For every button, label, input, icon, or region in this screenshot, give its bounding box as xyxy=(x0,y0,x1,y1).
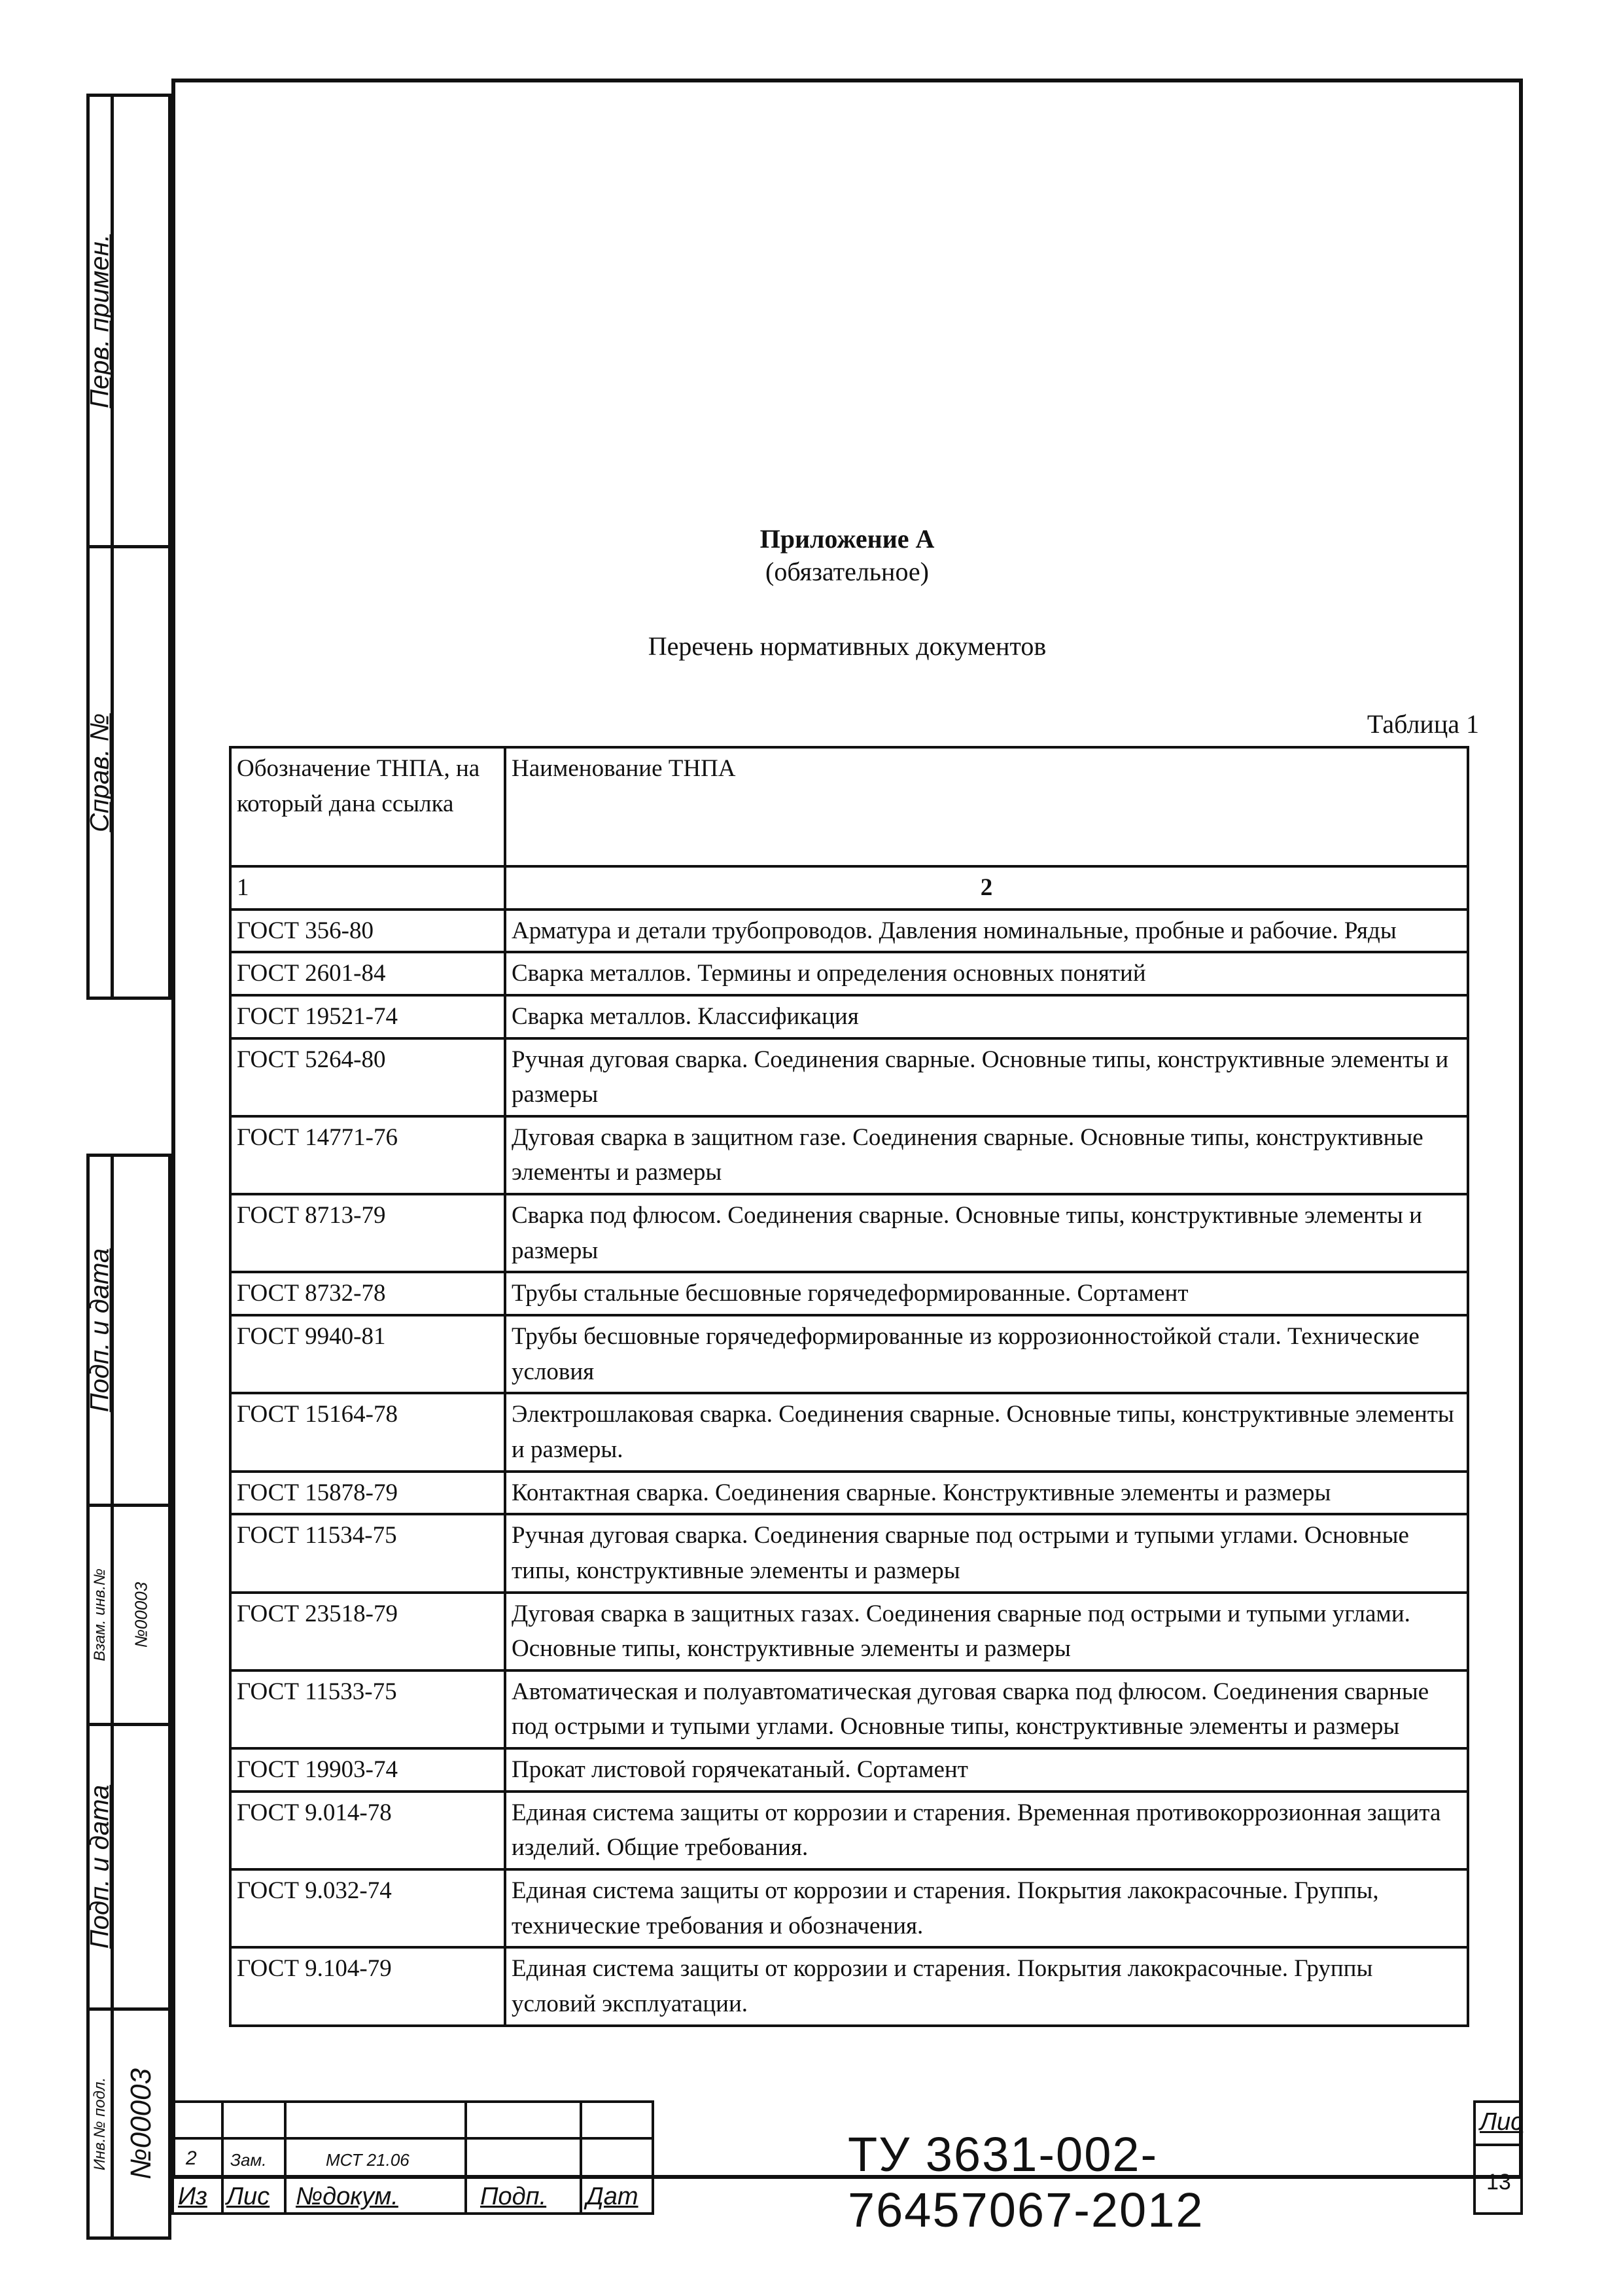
gost-code: ГОСТ 9.032-74 xyxy=(230,1869,505,1947)
gost-name: Арматура и детали трубопроводов. Давления номинальные, пробные и рабочие. Ряды xyxy=(505,910,1468,953)
gost-code: ГОСТ 8732-78 xyxy=(230,1272,505,1315)
table-row xyxy=(230,910,1468,953)
table-row xyxy=(230,1514,1468,1592)
gost-code: ГОСТ 9.014-78 xyxy=(230,1792,505,1869)
gost-name: Единая система защиты от коррозии и старения. Покрытия лакокрасочные. Группы, технические требования и обозначения. xyxy=(505,1869,1468,1947)
strip-vzam-inv xyxy=(86,1504,114,1726)
rev-sheet: Зам. xyxy=(221,2137,287,2178)
gost-code: ГОСТ 9940-81 xyxy=(230,1315,505,1393)
strip-sprav-no-value xyxy=(111,545,171,1000)
table-row xyxy=(230,952,1468,995)
gost-code: ГОСТ 15878-79 xyxy=(230,1472,505,1515)
gost-code: ГОСТ 2601-84 xyxy=(230,952,505,995)
list-title: Перечень нормативных документов xyxy=(648,631,1047,661)
strip-sprav-no xyxy=(86,545,114,1000)
gost-name: Ручная дуговая сварка. Соединения сварные под острыми и тупыми углами. Основные типы, конструктивные элементы и размеры xyxy=(505,1514,1468,1592)
gost-code: ГОСТ 11533-75 xyxy=(230,1670,505,1748)
col2-header: Наименование ТНПА xyxy=(505,747,1468,866)
strip-podp-top xyxy=(86,1154,114,1507)
side-strip xyxy=(86,94,171,2240)
gost-name: Электрошлаковая сварка. Соединения сварные. Основные типы, конструктивные элементы и размеры. xyxy=(505,1393,1468,1471)
podp-data-top-label: Подп. и дата xyxy=(85,1248,114,1413)
gost-code: ГОСТ 19521-74 xyxy=(230,995,505,1038)
table-row xyxy=(230,1472,1468,1515)
gost-code: ГОСТ 23518-79 xyxy=(230,1593,505,1670)
doc-number-cell xyxy=(652,2100,1393,2237)
table-row xyxy=(230,1869,1468,1947)
title-block xyxy=(171,2100,1524,2237)
rev-date xyxy=(580,2137,654,2178)
strip-perv-primen xyxy=(86,94,114,548)
strip-vzam-inv-value xyxy=(111,1504,171,1726)
gost-name: Сварка металлов. Термины и определения основных понятий xyxy=(505,952,1468,995)
gost-code: ГОСТ 11534-75 xyxy=(230,1514,505,1592)
table-row xyxy=(230,1194,1468,1272)
sprav-no-label: Справ. № xyxy=(85,713,114,832)
lbl-lis: Лис xyxy=(221,2175,287,2215)
table-number-row xyxy=(230,866,1468,910)
gost-code: ГОСТ 8713-79 xyxy=(230,1194,505,1272)
gost-name: Дуговая сварка в защитном газе. Соединения сварные. Основные типы, конструктивные элементы и размеры xyxy=(505,1116,1468,1194)
table-row xyxy=(230,1315,1468,1393)
gost-code: ГОСТ 19903-74 xyxy=(230,1748,505,1792)
sheet-number: 13 xyxy=(1473,2144,1523,2215)
table-row xyxy=(230,1947,1468,2025)
strip-podp-bottom xyxy=(86,1723,114,2011)
lbl-dat: Дат xyxy=(580,2175,654,2215)
strip-perv-primen-value xyxy=(111,94,171,548)
gost-name: Трубы бесшовные горячедеформированные из коррозионностойкой стали. Технические условия xyxy=(505,1315,1468,1393)
normative-documents-table xyxy=(229,746,1469,2027)
gost-code: ГОСТ 9.104-79 xyxy=(230,1947,505,2025)
table-row xyxy=(230,1038,1468,1116)
table-row xyxy=(230,1748,1468,1792)
gost-code: ГОСТ 356-80 xyxy=(230,910,505,953)
table-row xyxy=(230,1272,1468,1315)
rev-sign xyxy=(464,2137,582,2178)
gost-name: Ручная дуговая сварка. Соединения сварные. Основные типы, конструктивные элементы и размеры xyxy=(505,1038,1468,1116)
appendix-type: (обязательное) xyxy=(765,557,929,586)
doc-number: ТУ 3631-002-76457067-2012 xyxy=(848,2127,1204,2237)
col1-header: Обозначение ТНПА, на который дана ссылка xyxy=(230,747,505,866)
col1-number: 1 xyxy=(230,866,505,910)
gost-name: Единая система защиты от коррозии и старения. Временная противокоррозионная защита изделий. Общие требования. xyxy=(505,1792,1468,1869)
table-row xyxy=(230,1393,1468,1471)
strip-podp-bottom-value xyxy=(111,1723,171,2011)
rev-doc: МСТ 21.06 xyxy=(284,2137,467,2178)
table-row xyxy=(230,995,1468,1038)
gost-name: Контактная сварка. Соединения сварные. Конструктивные элементы и размеры xyxy=(505,1472,1468,1515)
strip-podp-top-value xyxy=(111,1154,171,1507)
podp-data-bottom-label: Подп. и дата xyxy=(85,1784,114,1949)
table-row xyxy=(230,1792,1468,1869)
lbl-iz: Из xyxy=(171,2175,224,2215)
rev-number: 2 xyxy=(171,2137,224,2178)
lbl-ndokum: №докум. xyxy=(284,2175,467,2215)
gost-name: Автоматическая и полуавтоматическая дуговая сварка под флюсом. Соединения сварные под острыми и тупыми углами. Основные типы, конструктивные элементы и размеры xyxy=(505,1670,1468,1748)
table-header-row xyxy=(230,747,1468,866)
appendix-title: Приложение А xyxy=(759,524,935,554)
gost-code: ГОСТ 15164-78 xyxy=(230,1393,505,1471)
tb-cell xyxy=(580,2100,654,2140)
gost-name: Сварка металлов. Классификация xyxy=(505,995,1468,1038)
table-row xyxy=(230,1670,1468,1748)
table-row xyxy=(230,1593,1468,1670)
inv-podl-value: №00003 xyxy=(124,2068,157,2180)
gost-name: Единая система защиты от коррозии и старения. Покрытия лакокрасочные. Группы условий эксплуатации. xyxy=(505,1947,1468,2025)
table-label: Таблица 1 xyxy=(1367,709,1479,739)
gost-name: Прокат листовой горячекатаный. Сортамент xyxy=(505,1748,1468,1792)
gost-name: Сварка под флюсом. Соединения сварные. Основные типы, конструктивные элементы и размеры xyxy=(505,1194,1468,1272)
tb-cell xyxy=(171,2100,224,2140)
tb-cell xyxy=(284,2100,467,2140)
gost-name: Трубы стальные бесшовные горячедеформированные. Сортамент xyxy=(505,1272,1468,1315)
strip-inv-podl-value xyxy=(111,2007,171,2240)
col2-number: 2 xyxy=(505,866,1468,910)
table-row xyxy=(230,1116,1468,1194)
sheet-label: Лис xyxy=(1473,2100,1523,2146)
gost-code: ГОСТ 5264-80 xyxy=(230,1038,505,1116)
inv-podl-label: Инв.№ подл. xyxy=(91,2077,109,2170)
lbl-podp: Подп. xyxy=(464,2175,582,2215)
perv-primen-label: Перв. примен. xyxy=(85,234,114,408)
gost-name: Дуговая сварка в защитных газах. Соединения сварные под острыми и тупыми углами. Основные типы, конструктивные элементы и размеры xyxy=(505,1593,1468,1670)
strip-inv-podl xyxy=(86,2007,114,2240)
gost-code: ГОСТ 14771-76 xyxy=(230,1116,505,1194)
vzam-inv-label: Взам. инв.№ xyxy=(91,1568,109,1661)
tb-cell xyxy=(221,2100,287,2140)
tb-cell xyxy=(464,2100,582,2140)
vzam-inv-value: №00003 xyxy=(131,1581,150,1648)
